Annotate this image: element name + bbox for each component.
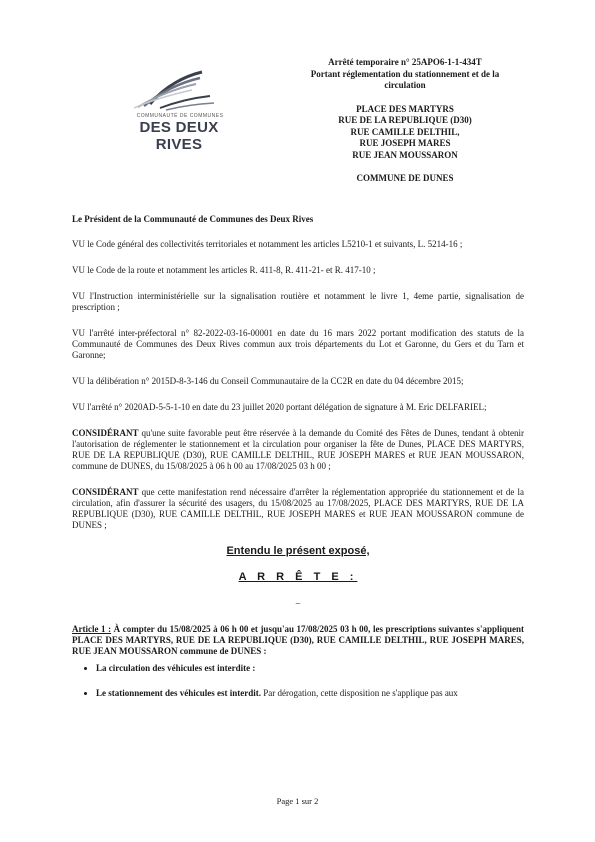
vu-paragraph: VU l'arrêté inter-préfectoral n° 82-2022-03-16-00001 en date du 16 mars 2022 portant modification des statuts de la Communauté de Communes des Deux Rives commun aux trois départements du Lot et Garonne, du Gers et du Tarn et Garonne; <box>72 328 524 360</box>
cc-deux-rives-logo <box>112 66 242 153</box>
vu-paragraph: VU le Code de la route et notamment les articles R. 411-8, R. 411-21- et R. 417-10 ; <box>72 265 376 275</box>
considerant-paragraph <box>72 487 524 531</box>
river-waves-icon <box>130 66 220 112</box>
article-label: Article 1 : <box>72 624 112 634</box>
article-1 <box>72 624 524 657</box>
street-name: RUE DE LA REPUBLIQUE (D30) <box>338 115 472 125</box>
considerant-text: qu'une suite favorable peut être réservée à la demande du Comité des Fêtes de Dunes, tendant à obtenir l'autorisation de réglementer le stationnement et la circulation pour organiser la fête de Dunes, PLACE DES MARTYRS, RUE DE LA REPUBLIQUE (D30), RUE CAMILLE DELTHIL, RUE JOSEPH MARES et RUE JEAN MOUSSARON, commune de DUNES, du 15/08/2025 à 06 h 00 au 17/08/2025 03 h 00 ; <box>72 428 524 471</box>
president-intro: Le Président de la Communauté de Communes des Deux Rives <box>72 214 314 224</box>
decree-subject-line1: Portant réglementation du stationnement et de la <box>310 68 500 79</box>
considerant-label: CONSIDÉRANT <box>72 428 139 438</box>
decree-body <box>72 214 524 713</box>
vu-paragraph: VU l'arrêté n° 2020AD-5-5-1-10 en date du 23 juillet 2020 portant délégation de signature à M. Eric DELFARIEL; <box>72 402 487 412</box>
considerant-text: que cette manifestation rend nécessaire d'arrêter la réglementation appropriée du stationnement et de la circulation, afin d'assurer la sécurité des usagers, du 15/08/2025 au 17/08/2025, PLACE DES MARTYRS, RUE DE LA REPUBLIQUE (D30), RUE CAMILLE DELTHIL, RUE JOSEPH MARES et RUE JEAN MOUSSARON commune de DUNES ; <box>72 487 524 530</box>
separator-dash: – <box>295 598 301 608</box>
prescriptions-list <box>72 663 524 699</box>
considerant-label: CONSIDÉRANT <box>72 487 139 497</box>
decree-subject-line2: circulation <box>384 80 426 90</box>
list-item: • La circulation des véhicules est interdite : <box>96 663 524 674</box>
street-name: RUE CAMILLE DELTHIL, <box>350 126 460 137</box>
arrete-heading: A R R Ê T E : <box>238 571 358 583</box>
logo-name: DES DEUX RIVES <box>139 119 219 153</box>
vu-paragraph: VU l'Instruction interministérielle sur la signalisation routière et notamment le livre 1, 4eme partie, signalisation de prescription ; <box>72 291 524 312</box>
decree-number: Arrêté temporaire n° 25APO6-1-1-434T <box>328 57 482 67</box>
vu-paragraph: VU la délibération n° 2015D-8-3-146 du Conseil Communautaire de la CC2R en date du 04 décembre 2015; <box>72 376 464 386</box>
expose-heading: Entendu le présent exposé, <box>226 545 370 557</box>
article-text: À compter du 15/08/2025 à 06 h 00 et jusqu'au 17/08/2025 03 h 00, les prescriptions suivantes s'appliquent PLACE DES MARTYRS, RUE DE LA REPUBLIQUE (D30), RUE CAMILLE DELTHIL, RUE JOSEPH MARES, RUE JEAN MOUSSARON commune de DUNES : <box>72 624 524 656</box>
street-name: PLACE DES MARTYRS <box>356 103 454 114</box>
considerant-paragraph <box>72 428 524 472</box>
street-name: RUE JOSEPH MARES <box>359 138 451 148</box>
logo-subtitle: COMMUNAUTÉ DE COMMUNES <box>136 113 224 119</box>
list-item: • Le stationnement des véhicules est interdit. Par dérogation, cette disposition ne s'applique pas aux <box>96 688 524 699</box>
decree-header <box>290 57 520 185</box>
page-number: Page 1 sur 2 <box>276 796 319 806</box>
vu-paragraph: VU le Code général des collectivités territoriales et notamment les articles L5210-1 et suivants, L. 5214-16 ; <box>72 239 463 249</box>
street-name: RUE JEAN MOUSSARON <box>352 149 458 160</box>
commune-name: COMMUNE DE DUNES <box>356 173 454 183</box>
